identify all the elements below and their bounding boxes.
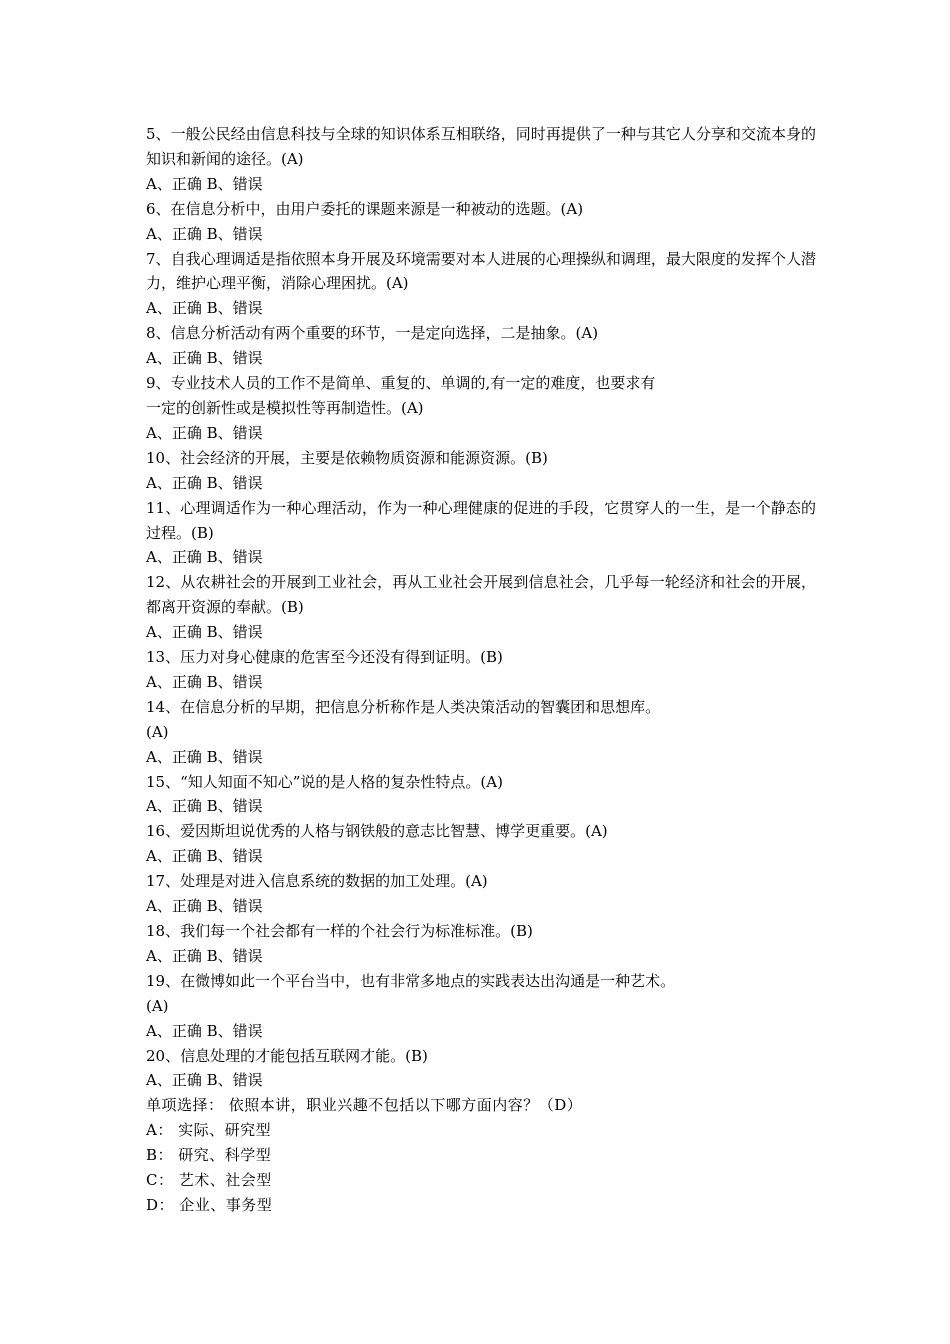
single-choice-option-c: C： 艺术、社会型 [146,1171,272,1190]
question-8: 8、信息分析活动有两个重要的环节，一是定向选择，二是抽象。(A) [146,324,599,343]
question-13: 13、压力对身心健康的危害至今还没有得到证明。(B) [146,648,503,667]
single-choice-option-a: A： 实际、研究型 [146,1121,272,1140]
single-choice-option-d: D： 企业、事务型 [146,1195,273,1214]
question-14-cont: (A) [146,722,169,741]
options-5: A、正确 B、错误 [146,174,263,193]
question-14: 14、在信息分析的早期，把信息分析称作是人类决策活动的智囊团和思想库。 [146,697,661,716]
options-20: A、正确 B、错误 [146,1071,263,1090]
question-15: 15、“知人知面不知心”说的是人格的复杂性特点。(A) [146,772,503,791]
options-10: A、正确 B、错误 [146,473,263,492]
options-6: A、正确 B、错误 [146,224,263,243]
single-choice-option-b: B： 研究、科学型 [146,1146,272,1165]
question-16: 16、爱因斯坦说优秀的人格与钢铁般的意志比智慧、博学更重要。(A) [146,822,608,841]
question-19-cont: (A) [146,996,169,1015]
single-choice-prompt: 单项选择： 依照本讲，职业兴趣不包括以下哪方面内容？（D） [146,1096,583,1115]
options-17: A、正确 B、错误 [146,897,263,916]
question-9: 9、专业技术人员的工作不是简单、重复的、单调的,有一定的难度，也要求有 [146,374,656,393]
document-body [146,122,816,1218]
question-18: 18、我们每一个社会都有一样的个社会行为标准标准。(B) [146,922,533,940]
question-11: 11、心理调适作为一种心理活动，作为一种心理健康的促进的手段，它贯穿人的一生，是一个静态的过程。(B) [146,498,816,542]
options-18: A、正确 B、错误 [146,946,263,965]
question-17: 17、处理是对进入信息系统的数据的加工处理。(A) [146,872,488,891]
options-9: A、正确 B、错误 [146,423,263,442]
question-20: 20、信息处理的才能包括互联网才能。(B) [146,1046,428,1065]
options-13: A、正确 B、错误 [146,672,263,691]
question-5: 5、一般公民经由信息科技与全球的知识体系互相联络，同时再提供了一种与其它人分享和交流本身的知识和新闻的途径。(A) [146,125,816,168]
options-8: A、正确 B、错误 [146,349,263,368]
options-19: A、正确 B、错误 [146,1021,263,1040]
options-16: A、正确 B、错误 [146,847,263,866]
question-6: 6、在信息分析中，由用户委托的课题来源是一种被动的选题。(A) [146,199,584,218]
options-15: A、正确 B、错误 [146,797,263,816]
question-7: 7、自我心理调适是指依照本身开展及环境需要对本人进展的心理操纵和调理，最大限度的发挥个人潜力，维护心理平衡，消除心理困扰。(A) [146,249,816,293]
question-12: 12、从农耕社会的开展到工业社会，再从工业社会开展到信息社会，几乎每一轮经济和社会的开展，都离开资源的奉献。(B) [146,573,816,617]
question-10: 10、社会经济的开展，主要是依赖物质资源和能源资源。(B) [146,448,548,467]
options-12: A、正确 B、错误 [146,623,263,642]
options-7: A、正确 B、错误 [146,299,263,318]
options-14: A、正确 B、错误 [146,747,263,766]
question-19: 19、在微博如此一个平台当中，也有非常多地点的实践表达出沟通是一种艺术。 [146,971,676,990]
question-9-cont: 一定的创新性或是模拟性等再制造性。(A) [146,398,424,417]
options-11: A、正确 B、错误 [146,548,263,567]
